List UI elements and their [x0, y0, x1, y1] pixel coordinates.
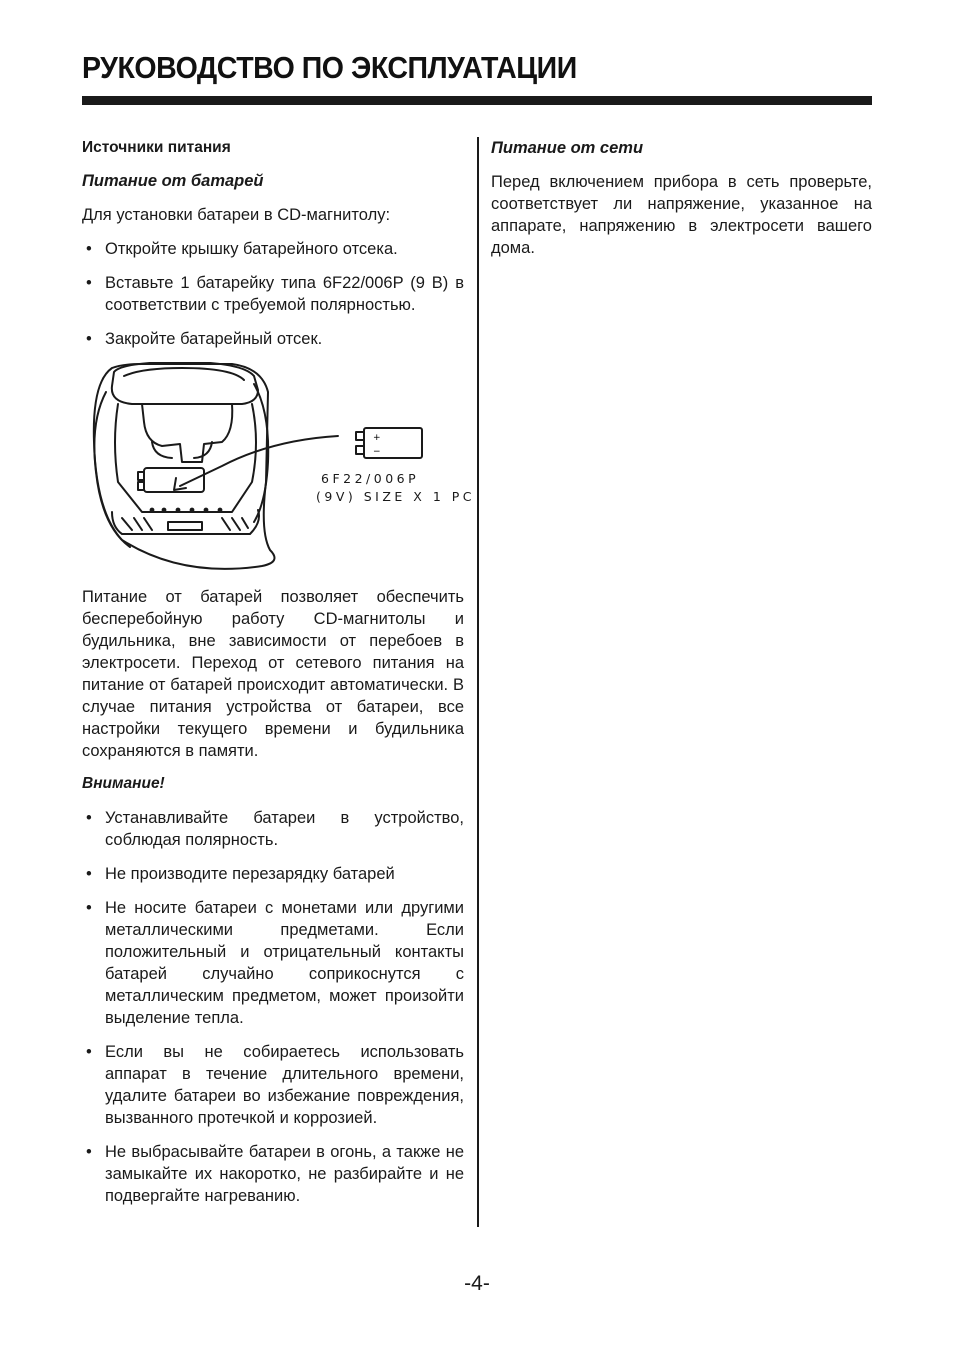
list-item [82, 897, 464, 1029]
warning-text: Не носите батареи с монетами или другими металлическими предметами. Если положительный и отрицательный контакты батарей случайно соприкоснутся с металлическим предметом, может произойти выделение тепла. [105, 899, 464, 1027]
mains-subtitle: Питание от сети [491, 139, 644, 157]
speaker-grille [222, 518, 248, 530]
battery-9v-terminal [356, 446, 364, 454]
control-button [204, 508, 209, 513]
handle-outline [124, 368, 244, 380]
battery-type-label: 6F22/006P [321, 471, 420, 486]
player-body-outline [94, 392, 130, 547]
battery-installation-figure [82, 362, 476, 582]
install-step-text: Закройте батарейный отсек. [105, 330, 323, 348]
warning-text: Не выбрасывайте батареи в огонь, а также не замыкайте их накоротко, не разбирайте и не подвергайте нагреванию. [105, 1143, 464, 1205]
battery-size-label: (9V) SIZE X 1 PC [316, 489, 476, 504]
battery-minus-sign: − [373, 447, 381, 457]
warning-text: Если вы не собираетесь использовать аппарат в течение длительного времени, удалите батареи во избежание повреждения, вызванного протечкой и коррозией. [105, 1043, 464, 1127]
battery-description: Питание от батарей позволяет обеспечить бесперебойную работу CD-магнитолы и будильника, вне зависимости от перебоев в электросети. Переход от сетевого питания на питание от батарей происходит автоматически. В случае питания устройства от батареи, все настройки текущего времени и будильника сохраняются в памяти. [82, 588, 464, 760]
install-intro: Для установки батареи в CD-магнитолу: [82, 206, 391, 224]
install-step-text: Откройте крышку батарейного отсека. [105, 240, 398, 258]
compartment-outline [115, 404, 256, 512]
speaker-grille [168, 522, 202, 530]
control-button [190, 508, 195, 513]
battery-plus-sign: + [373, 433, 381, 443]
right-column [491, 137, 872, 259]
column-divider [477, 137, 479, 1227]
control-button [218, 508, 223, 513]
compartment-outline [142, 404, 232, 462]
bullet-icon: • [86, 274, 92, 292]
install-steps-list [82, 238, 464, 350]
list-item [82, 1041, 464, 1129]
bullet-icon: • [86, 1043, 92, 1061]
bullet-icon: • [86, 865, 92, 883]
list-item [82, 863, 464, 885]
list-item [82, 1141, 464, 1207]
battery-9v-terminal [356, 432, 364, 440]
warnings-list [82, 807, 464, 1207]
bullet-icon: • [86, 899, 92, 917]
battery-terminal [138, 482, 144, 490]
list-item [82, 328, 464, 350]
warning-text: Устанавливайте батареи в устройство, соблюдая полярность. [105, 809, 464, 849]
warning-text: Не производите перезарядку батарей [105, 865, 395, 883]
warning-title: Внимание! [82, 775, 165, 792]
battery-terminal [138, 472, 144, 480]
title-rule [82, 96, 872, 105]
bullet-icon: • [86, 1143, 92, 1161]
control-button [150, 508, 155, 513]
bullet-icon: • [86, 809, 92, 827]
bullet-icon: • [86, 240, 92, 258]
left-column [82, 137, 476, 1219]
page-number: -4- [464, 1272, 490, 1295]
battery-subtitle: Питание от батарей [82, 172, 264, 190]
control-button [162, 508, 167, 513]
mains-text: Перед включением прибора в сеть проверьте, соответствует ли напряжение, указанное на аппарате, напряжению в электросети вашего дома. [491, 173, 872, 257]
control-button [176, 508, 181, 513]
list-item [82, 238, 464, 260]
speaker-grille [122, 518, 152, 530]
page-title: РУКОВОДСТВО ПО ЭКСПЛУАТАЦИИ [82, 50, 577, 85]
section-title: Источники питания [82, 139, 231, 156]
bullet-icon: • [86, 330, 92, 348]
install-step-text: Вставьте 1 батарейку типа 6F22/006P (9 В) в соответствии с требуемой полярностью. [105, 274, 464, 314]
list-item [82, 272, 464, 316]
list-item [82, 807, 464, 851]
